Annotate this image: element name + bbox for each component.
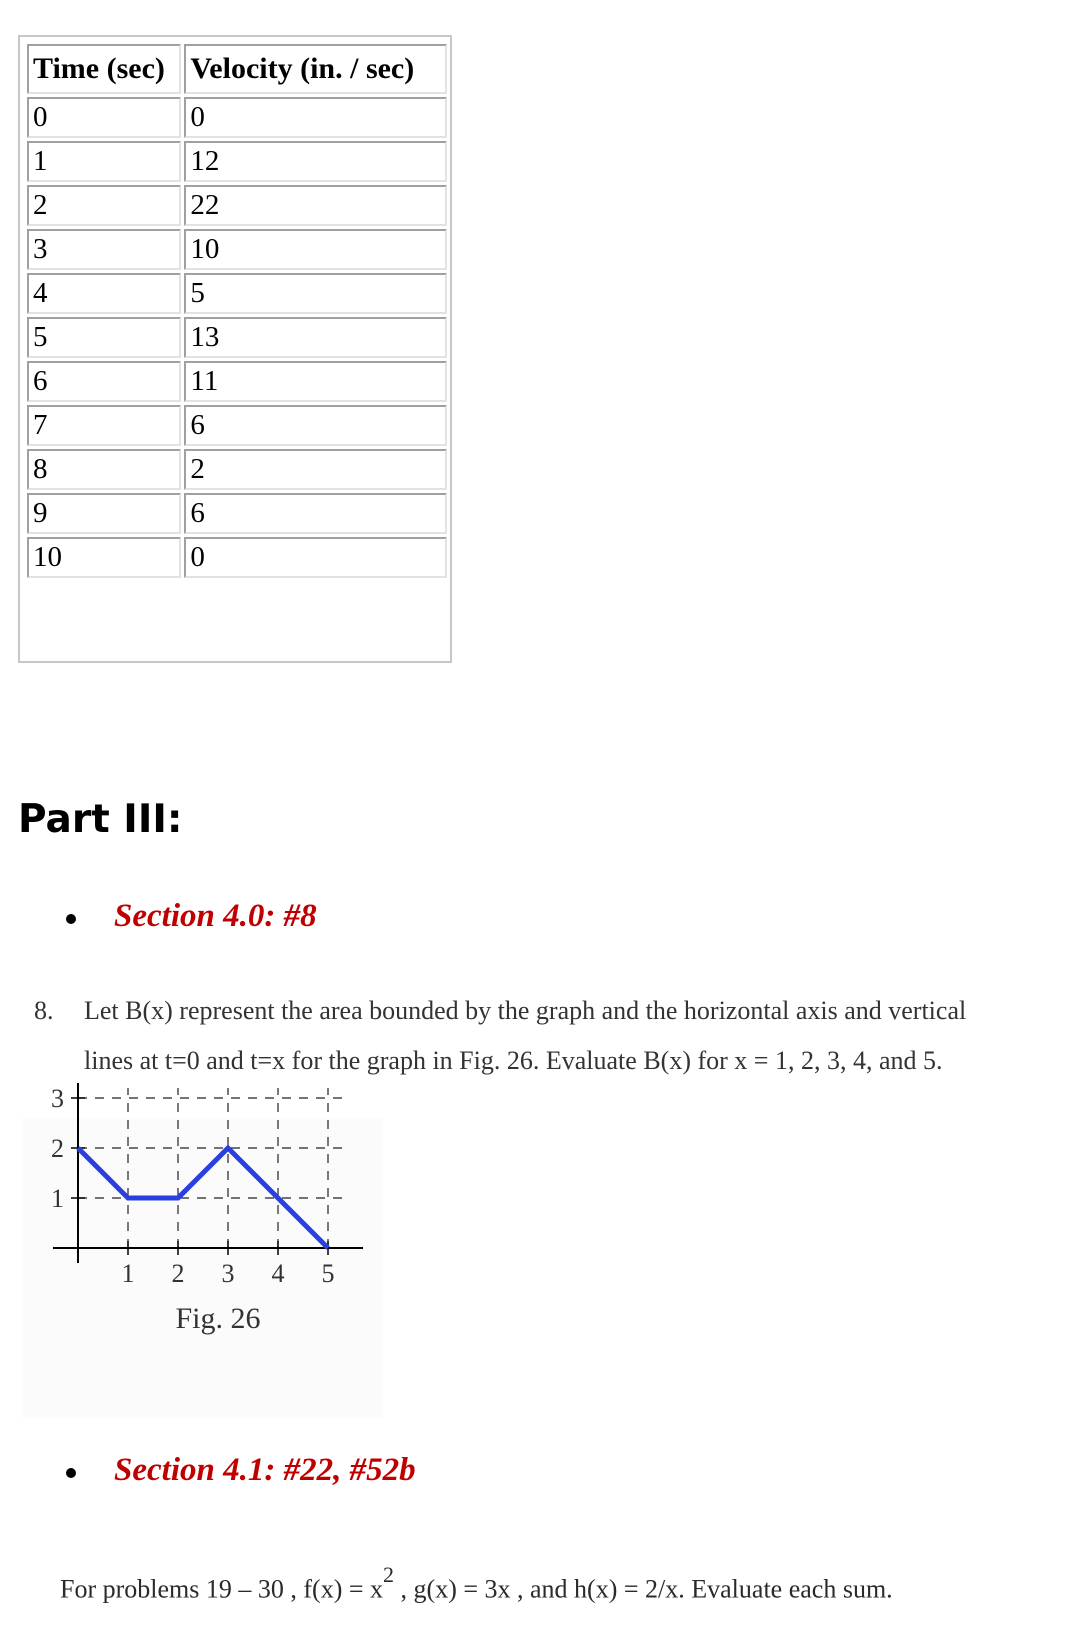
velocity-cell: 5: [184, 273, 447, 314]
table-row: [27, 449, 447, 490]
formula-prefix: For problems 19 – 30 , f(x) = x: [60, 1574, 384, 1604]
time-column-header: Time (sec): [27, 44, 181, 94]
x-tick-label: 3: [221, 1259, 235, 1288]
table-row: [27, 405, 447, 446]
problem-number: 8.: [34, 996, 54, 1025]
figure-26: [22, 1084, 382, 1418]
problem-text-line-2: lines at t=0 and t=x for the graph in Fig. 26. Evaluate B(x) for x = 1, 2, 3, 4, and 5.: [84, 1046, 943, 1075]
velocity-cell: 22: [184, 185, 447, 226]
velocity-table-frame: [18, 35, 452, 663]
time-cell: 10: [27, 537, 181, 578]
table-row: [27, 273, 447, 314]
section-item-4-0: [66, 898, 317, 935]
y-tick-label: 2: [51, 1134, 64, 1163]
figure-caption: Fig. 26: [175, 1302, 261, 1335]
table-row: [27, 493, 447, 534]
x-tick-label: 4: [271, 1259, 285, 1288]
time-cell: 4: [27, 273, 181, 314]
velocity-cell: 2: [184, 449, 447, 490]
time-cell: 9: [27, 493, 181, 534]
time-cell: 2: [27, 185, 181, 226]
formula-exponent: 2: [383, 1562, 395, 1587]
problem-instructions: [60, 1562, 893, 1605]
time-cell: 5: [27, 317, 181, 358]
section-item-4-1: [66, 1452, 416, 1489]
time-cell: 8: [27, 449, 181, 490]
formula-suffix: , g(x) = 3x , and h(x) = 2/x. Evaluate each sum.: [394, 1574, 893, 1604]
x-tick-label: 5: [321, 1259, 335, 1288]
table-row: [27, 185, 447, 226]
velocity-cell: 10: [184, 229, 447, 270]
velocity-cell: 6: [184, 405, 447, 446]
table-row: [27, 229, 447, 270]
table-row: [27, 537, 447, 578]
time-cell: 3: [27, 229, 181, 270]
y-tick-label: 3: [51, 1084, 64, 1113]
problem-text-line-1: Let B(x) represent the area bounded by the graph and the horizontal axis and vertical: [84, 996, 967, 1025]
section-4-0-link[interactable]: Section 4.0: #8: [114, 898, 317, 934]
velocity-cell: 6: [184, 493, 447, 534]
x-tick-label: 2: [171, 1259, 185, 1288]
table-row: [27, 141, 447, 182]
velocity-column-header: Velocity (in. / sec): [184, 44, 447, 94]
table-row: [27, 317, 447, 358]
bullet-icon: [66, 1468, 76, 1478]
y-tick-label: 1: [51, 1184, 64, 1213]
bullet-icon: [66, 914, 76, 924]
velocity-cell: 0: [184, 97, 447, 138]
velocity-cell: 13: [184, 317, 447, 358]
time-cell: 1: [27, 141, 181, 182]
table-header-row: [27, 44, 447, 94]
time-cell: 7: [27, 405, 181, 446]
velocity-cell: 11: [184, 361, 447, 402]
time-cell: 0: [27, 97, 181, 138]
x-tick-label: 1: [121, 1259, 135, 1288]
velocity-cell: 12: [184, 141, 447, 182]
part-title: Part III:: [18, 797, 183, 842]
table-row: [27, 361, 447, 402]
table-row: [27, 97, 447, 138]
velocity-cell: 0: [184, 537, 447, 578]
time-cell: 6: [27, 361, 181, 402]
section-4-1-link[interactable]: Section 4.1: #22, #52b: [114, 1452, 416, 1488]
figure-26-graph: [22, 1084, 382, 1418]
velocity-table: [24, 41, 450, 581]
